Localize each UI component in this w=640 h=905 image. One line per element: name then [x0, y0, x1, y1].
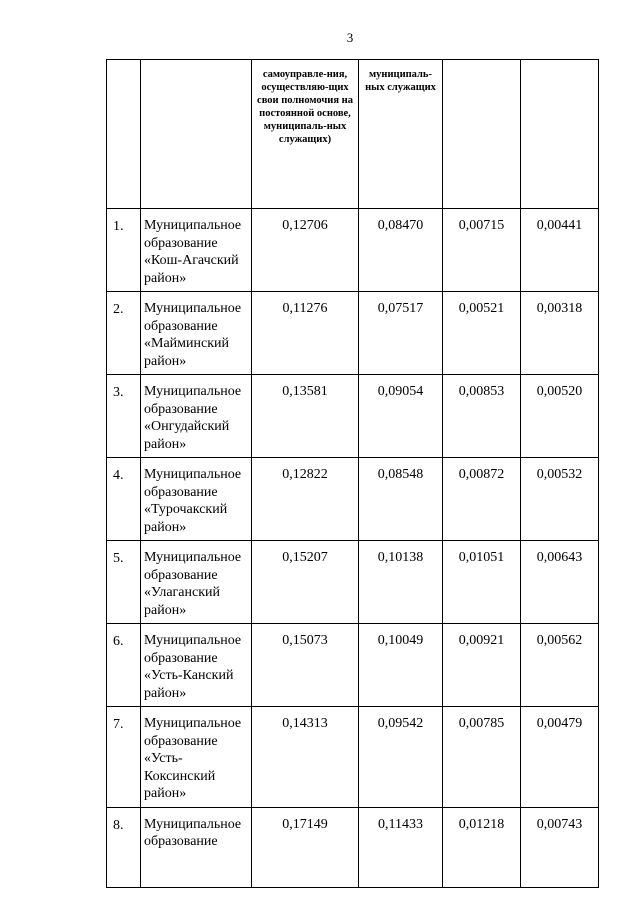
- row-value: 0,14313: [252, 707, 359, 808]
- header-cell-col4: муниципаль-ных служащих: [359, 60, 443, 209]
- row-value: 0,07517: [359, 292, 443, 375]
- row-number: 4.: [107, 458, 141, 541]
- table-header-row: [107, 60, 599, 209]
- row-name: Муниципальное образование «Улаганский район»: [141, 541, 252, 624]
- row-value: 0,17149: [252, 807, 359, 887]
- row-value: 0,00318: [521, 292, 599, 375]
- row-value: 0,12822: [252, 458, 359, 541]
- row-value: 0,00853: [443, 375, 521, 458]
- row-value: 0,00532: [521, 458, 599, 541]
- row-name: Муниципальное образование «Усть-Коксинский район»: [141, 707, 252, 808]
- table-row: [107, 292, 599, 375]
- row-number: 1.: [107, 209, 141, 292]
- row-value: 0,10049: [359, 624, 443, 707]
- row-value: 0,15207: [252, 541, 359, 624]
- row-value: 0,11433: [359, 807, 443, 887]
- row-value: 0,08548: [359, 458, 443, 541]
- row-name: Муниципальное образование «Онгудайский район»: [141, 375, 252, 458]
- row-value: 0,09054: [359, 375, 443, 458]
- row-value: 0,00643: [521, 541, 599, 624]
- row-value: 0,13581: [252, 375, 359, 458]
- row-number: 2.: [107, 292, 141, 375]
- table-row: [107, 624, 599, 707]
- header-cell-col5: [443, 60, 521, 209]
- row-value: 0,00562: [521, 624, 599, 707]
- table-row: [107, 458, 599, 541]
- table-row: [107, 707, 599, 808]
- row-value: 0,00479: [521, 707, 599, 808]
- row-value: 0,00872: [443, 458, 521, 541]
- row-name: Муниципальное образование «Турочакский район»: [141, 458, 252, 541]
- row-value: 0,00715: [443, 209, 521, 292]
- row-value: 0,00521: [443, 292, 521, 375]
- row-value: 0,00743: [521, 807, 599, 887]
- row-value: 0,15073: [252, 624, 359, 707]
- row-name: Муниципальное образование: [141, 807, 252, 887]
- row-number: 3.: [107, 375, 141, 458]
- row-name: Муниципальное образование «Кош-Агачский район»: [141, 209, 252, 292]
- header-cell-number: [107, 60, 141, 209]
- row-value: 0,00921: [443, 624, 521, 707]
- row-number: 6.: [107, 624, 141, 707]
- row-value: 0,11276: [252, 292, 359, 375]
- header-cell-name: [141, 60, 252, 209]
- header-cell-col6: [521, 60, 599, 209]
- table-row: [107, 807, 599, 887]
- row-value: 0,00441: [521, 209, 599, 292]
- row-name: Муниципальное образование «Майминский район»: [141, 292, 252, 375]
- table-row: [107, 541, 599, 624]
- table-row: [107, 209, 599, 292]
- row-value: 0,00520: [521, 375, 599, 458]
- coefficients-table: [106, 59, 599, 888]
- table-row: [107, 375, 599, 458]
- row-value: 0,00785: [443, 707, 521, 808]
- header-cell-col3: самоуправле-ния, осуществляю-щих свои полномочия на постоянной основе, муниципаль-ных служащих): [252, 60, 359, 209]
- row-value: 0,12706: [252, 209, 359, 292]
- row-value: 0,10138: [359, 541, 443, 624]
- page-number: 3: [346, 30, 354, 45]
- row-number: 5.: [107, 541, 141, 624]
- row-name: Муниципальное образование «Усть-Канский район»: [141, 624, 252, 707]
- row-number: 7.: [107, 707, 141, 808]
- row-value: 0,01051: [443, 541, 521, 624]
- row-value: 0,08470: [359, 209, 443, 292]
- row-number: 8.: [107, 807, 141, 887]
- row-value: 0,01218: [443, 807, 521, 887]
- row-value: 0,09542: [359, 707, 443, 808]
